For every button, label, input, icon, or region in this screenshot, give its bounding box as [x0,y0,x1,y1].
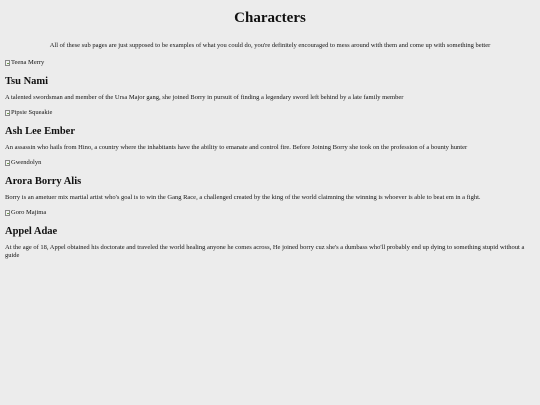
character-description: Borry is an ametuer mix martial artist who's goal is to win the Gang Race, a challenged created by the king of the world claimning the winning is whoever is able to beat em in a fight. [5,194,481,201]
character-description: A talented swordsman and member of the Ursa Major gang, she joined Borry in pursuit of finding a legendary sword left behind by a late family member [5,94,404,101]
character-name: Arora Borry Alis [5,176,82,187]
character-image-alt: Gwendolyn [11,159,42,166]
character-image-alt: Pipsie Squeakie [11,109,53,116]
character-section [5,58,535,102]
broken-image-icon [5,110,10,116]
character-description: At the age of 18, Appel obtained his doctorate and traveled the world healing anyone he comes across, He joined borry cuz she's a dumbass who'll probably end up dying to something stupid without a guide [5,244,525,259]
character-section [5,208,535,260]
character-description: An assassin who hails from Hino, a country where the inhabitants have the ability to emanate and control fire. Before Joining Borry she took on the profession of a bounty hunter [5,144,468,151]
character-image [5,58,535,67]
page-title: Characters [234,10,306,26]
character-image-alt: Teena Merry [11,59,45,66]
character-image [5,208,535,217]
character-name: Ash Lee Ember [5,126,75,137]
character-image-alt: Goro Majima [11,209,47,216]
character-section [5,158,535,202]
broken-image-icon [5,210,10,216]
character-name: Appel Adae [5,226,58,237]
character-name: Tsu Nami [5,76,49,87]
intro-text: All of these sub pages are just supposed to be examples of what you could do, you're definitely encouraged to mess around with them and come up with something better [49,42,491,49]
broken-image-icon [5,60,10,66]
broken-image-icon [5,160,10,166]
character-image [5,158,535,167]
character-image [5,108,535,117]
character-section [5,108,535,152]
